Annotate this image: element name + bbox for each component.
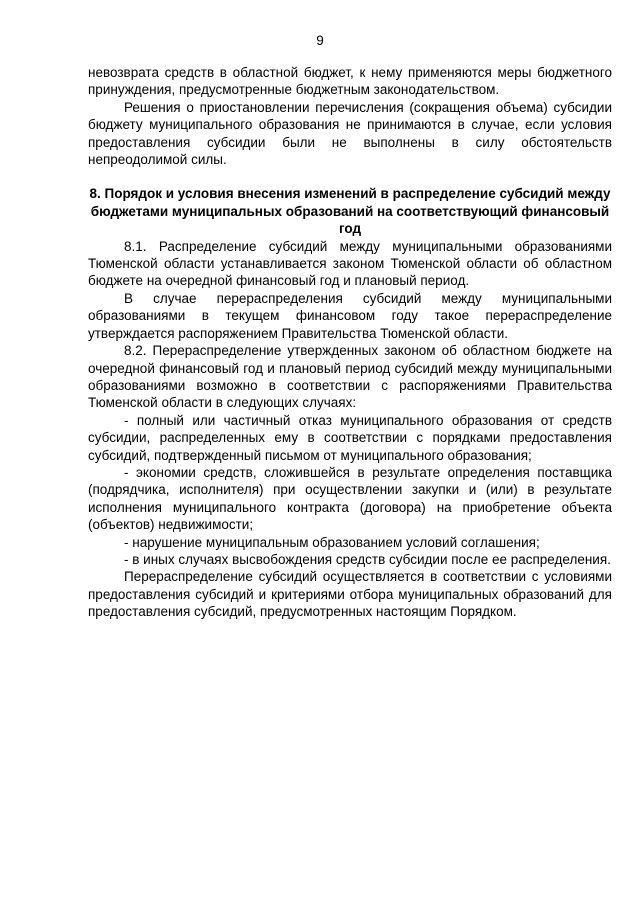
list-item-savings: - экономии средств, сложившейся в результате определения поставщика (подрядчика, исполнителя) при осуществлении закупки и (или) в результате исполнения муниципального контракта (договора) на приобретение объекта (объектов) недвижимости; bbox=[88, 464, 612, 533]
list-item-other-cases: - в иных случаях высвобождения средств субсидии после ее распределения. bbox=[124, 551, 611, 567]
paragraph-8-2: 8.2. Перераспределение утвержденных законом об областном бюджете на очередной финансовый год и плановый период субсидий между муниципальными образованиями возможно в соответствии с распоряжениями Правительства Тюменской области в следующих случаях: bbox=[88, 343, 612, 411]
list-item-violation: - нарушение муниципальным образованием условий соглашения; bbox=[124, 534, 540, 550]
paragraph-continuation: невозврата средств в областной бюджет, к нему применяются меры бюджетного принуждения, предусмотренные бюджетным законодательством. bbox=[88, 65, 612, 98]
page-number: 9 bbox=[316, 33, 324, 48]
paragraph-8-1: 8.1. Распределение субсидий между муниципальными образованиями Тюменской области устанавливается законом Тюменской области об областном бюджете на очередной финансовый год и плановый период. bbox=[88, 238, 612, 289]
paragraph-redistribution-approval: В случае перераспределения субсидий между муниципальными образованиями в текущем финансовом году такое перераспределение утверждается распоряжением Правительства Тюменской области. bbox=[88, 290, 612, 341]
document-body bbox=[88, 64, 612, 621]
paragraph-suspension-decisions: Решения о приостановлении перечисления (сокращения объема) субсидии бюджету муниципального образования не принимаются в случае, если условия предоставления субсидии были не выполнены в силу обстоятельств непреодолимой силы. bbox=[88, 99, 612, 168]
paragraph-redistribution-conditions: Перераспределение субсидий осуществляется в соответствии с условиями предоставления субсидий и критериями отбора муниципальных образований для предоставления субсидий, предусмотренных настоящим Порядком. bbox=[88, 569, 612, 620]
section-heading: 8. Порядок и условия внесения изменений в распределение субсидий между бюджетами муниципальных образований на соответствующий финансовый год bbox=[89, 186, 611, 237]
list-item-refusal: - полный или частичный отказ муниципального образования от средств субсидии, распределенных ему в соответствии с порядками предоставления субсидий, подтвержденный письмом от муниципального образования; bbox=[88, 412, 612, 463]
